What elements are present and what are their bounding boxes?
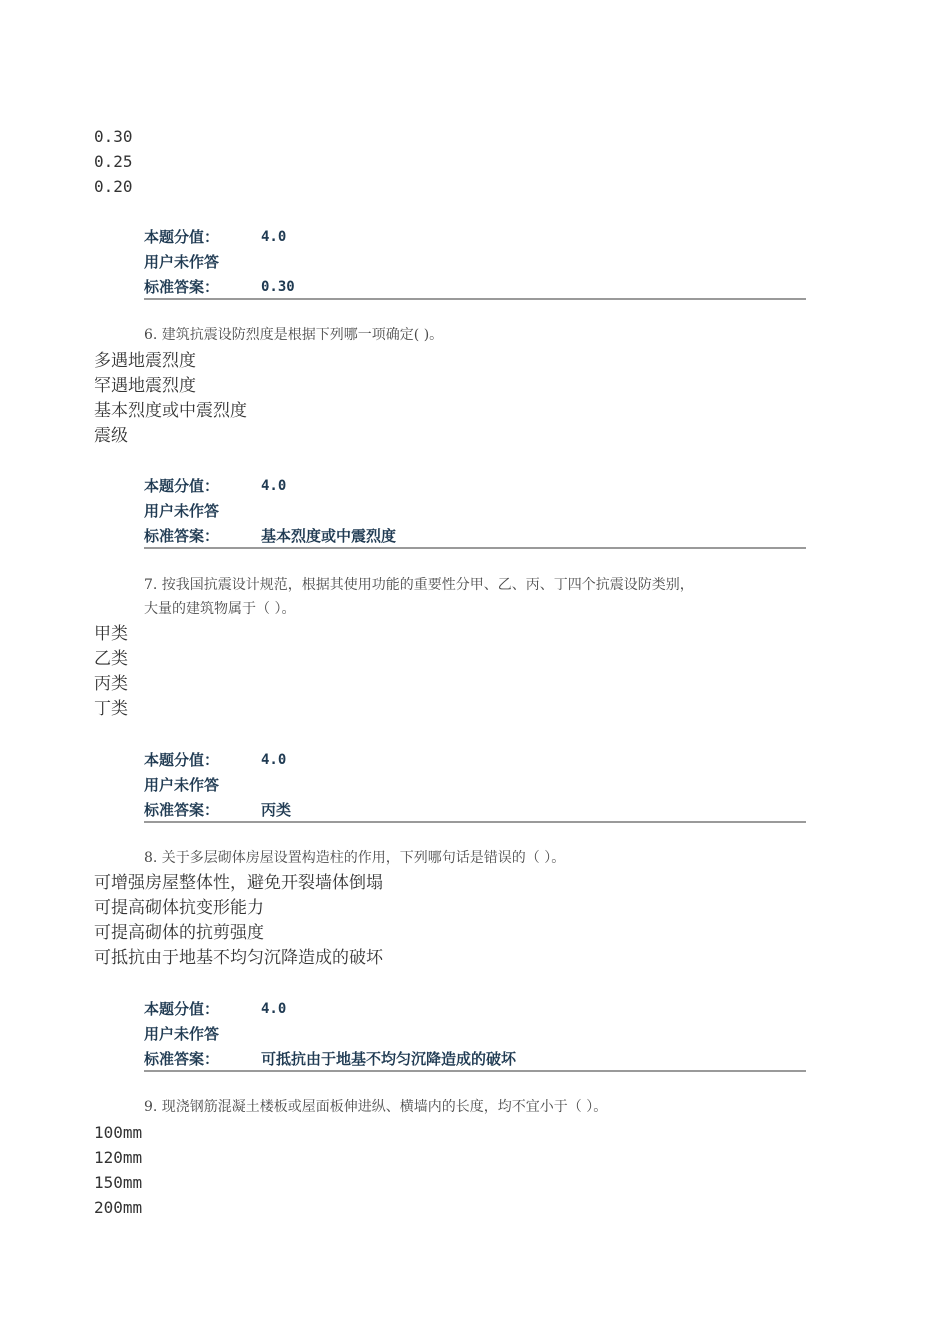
score-row	[144, 475, 806, 500]
option-0-25[interactable]: 0.25	[94, 152, 133, 171]
divider	[144, 298, 806, 300]
score-row	[144, 749, 806, 774]
answer-info-q8	[144, 998, 806, 1073]
question-7-text-line2: 大量的建筑物属于（ ）。	[144, 601, 296, 617]
q8-option-d[interactable]: 可抵抗由于地基不均匀沉降造成的破坏	[94, 948, 383, 968]
question-9-text: 9. 现浇钢筋混凝土楼板或屋面板伸进纵、横墙内的长度，均不宜小于（ ）。	[144, 1099, 608, 1115]
user-status-row	[144, 1023, 806, 1048]
score-label: 本题分值：	[144, 477, 220, 495]
answer-value: 丙类	[261, 801, 292, 819]
score-value: 4.0	[261, 752, 287, 768]
question-7-text-line1: 7. 按我国抗震设计规范，根据其使用功能的重要性分甲、乙、丙、丁四个抗震设防类别，	[144, 577, 694, 593]
divider	[144, 1070, 806, 1072]
divider	[144, 821, 806, 823]
q9-option-b[interactable]: 120mm	[94, 1148, 143, 1167]
score-value: 4.0	[261, 229, 287, 245]
score-label: 本题分值：	[144, 228, 220, 246]
answer-label: 标准答案：	[144, 278, 220, 296]
user-status-row	[144, 500, 806, 525]
user-status-row	[144, 774, 806, 799]
q7-option-c[interactable]: 丙类	[94, 674, 128, 694]
option-0-30[interactable]: 0.30	[94, 127, 133, 146]
q9-option-d[interactable]: 200mm	[94, 1198, 143, 1217]
answer-value: 可抵抗由于地基不均匀沉降造成的破坏	[261, 1050, 517, 1068]
answer-value: 基本烈度或中震烈度	[261, 527, 397, 545]
score-value: 4.0	[261, 1001, 287, 1017]
q8-option-b[interactable]: 可提高砌体抗变形能力	[94, 898, 264, 918]
user-status-row	[144, 251, 806, 276]
option-0-20[interactable]: 0.20	[94, 177, 133, 196]
q7-option-a[interactable]: 甲类	[94, 624, 128, 644]
question-6-text: 6. 建筑抗震设防烈度是根据下列哪一项确定( )。	[144, 327, 444, 343]
q6-option-a[interactable]: 多遇地震烈度	[94, 351, 196, 371]
q7-option-b[interactable]: 乙类	[94, 649, 128, 669]
user-status: 用户未作答	[144, 253, 220, 271]
answer-label: 标准答案：	[144, 801, 220, 819]
answer-info-q7	[144, 749, 806, 824]
user-status: 用户未作答	[144, 502, 220, 520]
user-status: 用户未作答	[144, 1025, 220, 1043]
answer-label: 标准答案：	[144, 527, 220, 545]
score-row	[144, 226, 806, 251]
q6-option-c[interactable]: 基本烈度或中震烈度	[94, 401, 247, 421]
q8-option-c[interactable]: 可提高砌体的抗剪强度	[94, 923, 264, 943]
q7-option-d[interactable]: 丁类	[94, 699, 128, 719]
score-label: 本题分值：	[144, 751, 220, 769]
user-status: 用户未作答	[144, 776, 220, 794]
q9-option-a[interactable]: 100mm	[94, 1123, 143, 1142]
answer-info-q6	[144, 475, 806, 550]
q8-option-a[interactable]: 可增强房屋整体性，避免开裂墙体倒塌	[94, 873, 383, 893]
score-row	[144, 998, 806, 1023]
score-value: 4.0	[261, 478, 287, 494]
answer-value: 0.30	[261, 279, 295, 295]
q6-option-b[interactable]: 罕遇地震烈度	[94, 376, 196, 396]
divider	[144, 547, 806, 549]
question-8-text: 8. 关于多层砌体房屋设置构造柱的作用，下列哪句话是错误的（ ）。	[144, 850, 566, 866]
answer-info-block-5	[144, 226, 806, 301]
q9-option-c[interactable]: 150mm	[94, 1173, 143, 1192]
score-label: 本题分值：	[144, 1000, 220, 1018]
answer-label: 标准答案：	[144, 1050, 220, 1068]
q6-option-d[interactable]: 震级	[94, 426, 128, 446]
